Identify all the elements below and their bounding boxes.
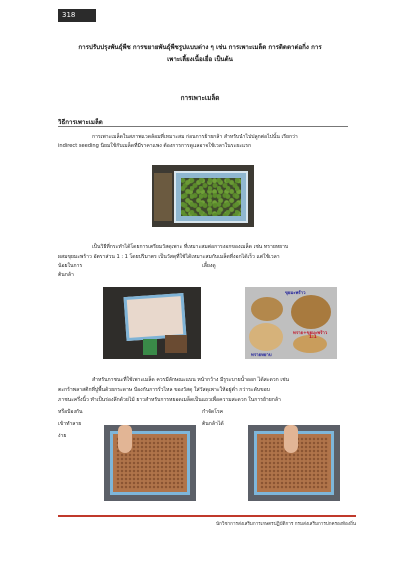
para2-line-5: ต้นกล้า bbox=[58, 272, 74, 278]
label-mix: ทราย+ขุยมะพร้าว bbox=[293, 331, 328, 336]
label-coir: ขุยมะพร้าว bbox=[285, 291, 306, 296]
para2-line-3: น้อยในการ bbox=[58, 263, 83, 269]
section-title: การเพาะเมล็ด bbox=[180, 94, 220, 102]
para3-line-2: ตะกร้าพลาสติกที่ปูพื้นด้วยกระดาษ ป้องกันการรั่วไหล ของวัสดุ ใส่วัสดุเพาะให้อยู่ต่ำ กว่าระดับขอบ bbox=[58, 387, 270, 393]
page-number-badge: 318 bbox=[58, 9, 96, 22]
para1-line-2: indirect seeding นิยมใช้กับเมล็ดที่มีราคาแพง ต้องการการดูแลอาจใช้เวลาในระยะแรก bbox=[58, 143, 252, 149]
seedling-tray-photo bbox=[152, 165, 254, 227]
title-line-1: การปรับปรุงพันธุ์พืช การขยายพันธุ์พืชรูปแบบต่าง ๆ เช่น การเพาะเมล็ด การติดตาต่อกิ่ง การ bbox=[78, 44, 322, 51]
para2-line-2: ผสมขุยมะพร้าว อัตราส่วน 1 : 1 โดยปริมาตร เป็นวัสดุที่ใช้ได้เหมาะสมกับเมล็ดที่งอกได้เร็ว แต่ใช้เวลา bbox=[58, 254, 280, 260]
para2-line-4: เลี้ยงดู bbox=[202, 263, 216, 269]
sub-title: วิธีการเพาะเมล็ด bbox=[58, 119, 103, 126]
label-ratio: 1:1 bbox=[309, 335, 317, 340]
para1-line-1: การเพาะเมล็ดในสภาพแวดล้อมที่เหมาะสม ก่อนการย้ายกล้า สำหรับนำไปปลูกต่อไปนั้น เรียกว่า bbox=[92, 134, 298, 140]
furrow-tray-photo-right bbox=[248, 425, 340, 501]
footer-rule bbox=[58, 515, 356, 517]
para3-line-1: สำหรับภาชนะที่ใช้เพาะเมล็ด ควรมีลักษณะแบน หน้ากว้าง มีรูระบายน้ำออก ได้สะดวก เช่น bbox=[92, 377, 290, 383]
document-title bbox=[40, 42, 360, 66]
para3-line-7: ต้นกล้าได้ bbox=[202, 421, 224, 427]
para2-line-1: เป็นวิธีที่กระทำได้โดยการเตรียมวัสดุเพาะ ที่เหมาะสมต่อการงอกของเมล็ด เช่น ทรายหยาบ bbox=[92, 244, 289, 250]
footer-text: นักวิชาการส่งเสริมการเกษตรปฏิบัติการ กรมส่งเสริมการปกครองท้องถิ่น bbox=[215, 522, 356, 527]
label-sand: ทรายหยาบ bbox=[251, 353, 272, 358]
para3-line-4: หรือป้องกัน bbox=[58, 409, 83, 415]
furrow-tray-photo-left bbox=[104, 425, 196, 501]
paper-lined-tray-photo bbox=[103, 287, 201, 359]
title-line-2: เพาะเลี้ยงเนื้อเยื่อ เป็นต้น bbox=[167, 56, 233, 63]
para3-line-6: เข้าทำลาย bbox=[58, 421, 82, 427]
para3-line-3: ภาชนะครึ่งนิ้ว ทำเป็นร่องลึกด้วยไม้ ยาวสำหรับการหยอดเมล็ดเป็นแถวเพื่อความสะดวก ในการย้ายกล้า bbox=[58, 397, 281, 403]
para3-line-8: ง่าย bbox=[58, 433, 67, 439]
para3-line-5: กำจัดโรค bbox=[202, 409, 224, 415]
seeding-media-photo bbox=[245, 287, 337, 359]
sub-title-underline bbox=[58, 126, 348, 127]
